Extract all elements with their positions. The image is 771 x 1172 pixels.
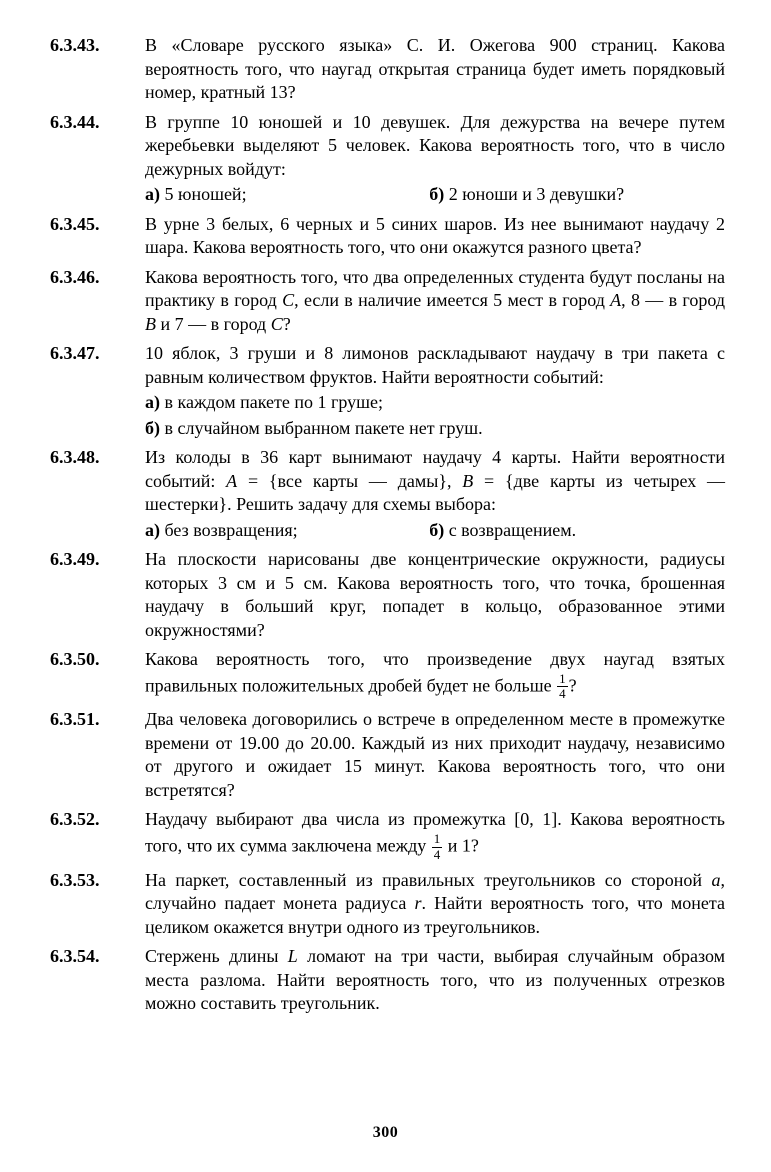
problem-text [145, 708, 725, 802]
text-run: = {все карты — дамы}, [237, 470, 463, 491]
text-run: ? [568, 675, 577, 696]
problem-text [145, 446, 725, 517]
text-run: в случайном выбранном пакете нет груш. [164, 417, 483, 438]
problem-item [50, 213, 725, 260]
problem-item [50, 869, 725, 940]
problem-text [145, 342, 725, 389]
problem-number: 6.3.48. [50, 447, 100, 467]
fraction-denominator: 4 [433, 846, 441, 862]
problem-content [145, 708, 725, 802]
problem-content [145, 266, 725, 337]
problem-item [50, 34, 725, 105]
problem-content [145, 34, 725, 105]
problem-text [145, 808, 725, 862]
fraction-denominator: 4 [559, 686, 566, 702]
problem-text [145, 34, 725, 105]
text-run: В «Словаре русского языка» С. И. Ожегова 900 страниц. Какова вероятность того, что наугад открытая страница будет иметь порядковый номер, кратный 13? [145, 35, 725, 102]
math-variable: L [287, 946, 298, 967]
option-label: а) [145, 392, 160, 412]
option-label: б) [429, 519, 445, 540]
text-run: На паркет, составленный из правильных треугольников со стороной [145, 869, 712, 890]
problem-number: 6.3.49. [50, 549, 100, 569]
options-columns [145, 519, 725, 543]
problem-list [50, 34, 725, 1016]
text-run: и 1? [443, 835, 479, 856]
text-run: без возвращения; [164, 519, 298, 540]
text-run: 10 яблок, 3 груши и 8 лимонов раскладывают наудачу в три пакета с равным количеством фруктов. Найти вероятности событий: [145, 343, 725, 387]
option-label: а) [145, 519, 160, 540]
option-item [429, 183, 624, 207]
text-run: 5 юношей; [164, 184, 247, 204]
problem-number: 6.3.45. [50, 213, 100, 234]
problem-content [145, 446, 725, 542]
option-item [145, 519, 429, 543]
problem-number: 6.3.53. [50, 869, 100, 890]
option-item [145, 183, 429, 207]
text-run: В группе 10 юношей и 10 девушек. Для дежурства на вечере путем жеребьевки выделяют 5 человек. Какова вероятность того, что в число дежурных войдут: [145, 111, 725, 179]
problem-content [145, 213, 725, 260]
fraction-numerator: 1 [433, 830, 441, 846]
problem-content [145, 342, 725, 440]
text-run: , если в наличие имеется 5 мест в город [294, 290, 611, 310]
text-run: в каждом пакете по 1 груше; [164, 392, 383, 412]
page-number: 300 [372, 1124, 399, 1141]
option-label: а) [145, 184, 160, 204]
text-run: 2 юноши и 3 девушки? [448, 184, 625, 204]
text-run: Какова вероятность того, что произведение двух наугад взятых правильных положительных дробей будет не больше [145, 649, 725, 696]
problem-number: 6.3.43. [50, 35, 100, 55]
problem-item [50, 111, 725, 207]
problem-text [145, 213, 725, 260]
problem-text [145, 266, 725, 337]
text-run: На плоскости нарисованы две концентрические окружности, радиусы которых 3 см и 5 см. Какова вероятность того, что точка, брошенная наудачу в больший круг, попадет в кольцо, образованное этими окружностями? [145, 549, 725, 640]
problem-number: 6.3.46. [50, 266, 100, 287]
math-variable: B [462, 470, 474, 491]
problem-number: 6.3.54. [50, 946, 100, 967]
text-run: Наудачу выбирают два числа из промежутка [0, 1]. Какова вероятность того, что их сумма заключена между [145, 809, 725, 856]
math-variable: A [226, 470, 238, 491]
problem-item [50, 808, 725, 862]
text-run: = {две карты из четырех — шестерки}. Решить задачу для схемы выбора: [145, 470, 726, 514]
fraction [557, 672, 568, 703]
problem-number: 6.3.47. [50, 343, 100, 363]
math-variable: A [610, 290, 622, 310]
problem-item [50, 266, 725, 337]
problem-text [145, 648, 725, 702]
problem-item [50, 945, 725, 1016]
option-item [429, 519, 576, 543]
math-variable: r [414, 893, 422, 914]
problem-item [50, 446, 725, 542]
text-run: Из колоды в 36 карт вынимают наудачу 4 карты. Найти вероятности событий: [145, 447, 725, 491]
text-run: ломают на три части, выбирая случайным образом места разлома. Найти вероятность того, что из полученных отрезков можно составить треугольник. [145, 946, 725, 1014]
text-run: , случайно падает монета радиуса [145, 869, 725, 914]
problem-item [50, 648, 725, 702]
problem-text [145, 945, 725, 1016]
problem-content [145, 869, 725, 940]
option-label: б) [145, 417, 160, 438]
math-variable: C [282, 290, 295, 310]
text-run: В урне 3 белых, 6 черных и 5 синих шаров. Из нее вынимают наудачу 2 шара. Какова вероятность того, что они окажутся разного цвета? [145, 213, 725, 257]
problem-text [145, 548, 725, 642]
page-footer [0, 1124, 771, 1142]
problem-number: 6.3.44. [50, 111, 100, 132]
problem-content [145, 945, 725, 1016]
fraction [432, 832, 443, 863]
options-columns [145, 183, 725, 207]
math-variable: C [270, 313, 283, 334]
problem-content [145, 808, 725, 862]
problem-item [50, 342, 725, 440]
text-run: ? [282, 313, 291, 334]
math-variable: a [711, 869, 721, 890]
problem-item [50, 708, 725, 802]
option-item [145, 417, 725, 441]
problem-content [145, 648, 725, 702]
text-run: Два человека договорились о встрече в определенном месте в промежутке времени от 19.00 до 20.00. Каждый из них приходит наудачу, независимо от другого и ожидает 15 минут. Какова вероятность того, что они встретятся? [145, 709, 725, 800]
problem-text [145, 111, 725, 182]
fraction-numerator: 1 [559, 670, 566, 686]
option-item [145, 391, 725, 415]
problem-number: 6.3.52. [50, 809, 100, 830]
problem-number: 6.3.51. [50, 709, 100, 730]
text-run: . Найти вероятность того, что монета целиком окажется внутри одного из треугольников. [145, 893, 725, 937]
problem-item [50, 548, 725, 642]
text-run: и 7 — в город [156, 313, 271, 334]
problem-content [145, 111, 725, 207]
text-run: с возвращением. [448, 519, 577, 540]
problem-number: 6.3.50. [50, 649, 100, 669]
text-run: Стержень длины [145, 946, 288, 967]
option-label: б) [429, 184, 445, 204]
math-variable: B [145, 313, 156, 334]
text-run: , 8 — в город [621, 290, 725, 310]
problem-content [145, 548, 725, 642]
text-run: Какова вероятность того, что два определенных студента будут посланы на практику в город [145, 266, 725, 310]
options-lines [145, 391, 725, 440]
problem-text [145, 869, 725, 940]
